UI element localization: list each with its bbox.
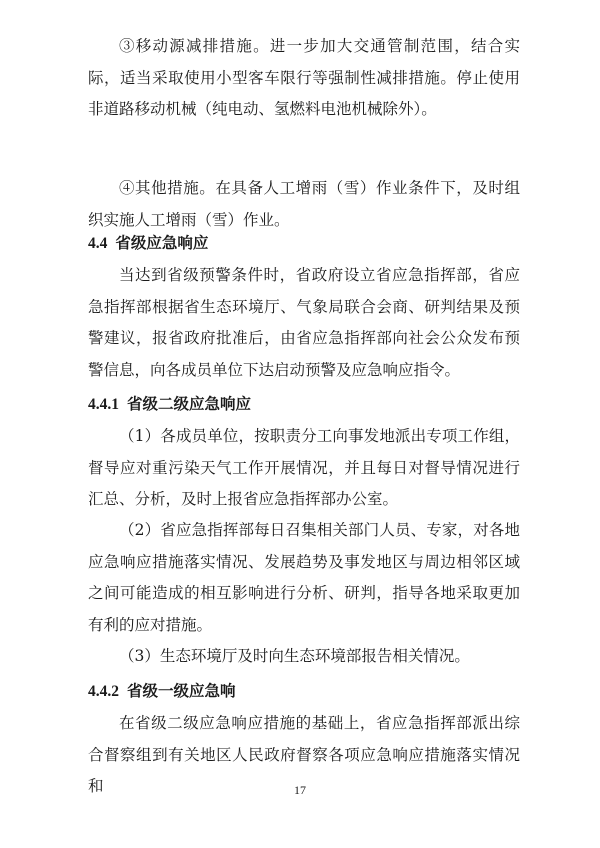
heading-4-4 — [88, 230, 520, 257]
paragraph-provincial-warning: 当达到省级预警条件时，省政府设立省应急指挥部，省应急指挥部根据省生态环境厅、气象局联合会商、研判结果及预警建议，报省政府批准后，由省应急指挥部向社会公众发布预警信息，向各成员单位下达启动预警及应急响应指令。 — [88, 266, 520, 379]
heading-number: 4.4 — [88, 235, 108, 252]
heading-title: 省级应急响应 — [115, 233, 209, 252]
paragraph-other-measures: ④其他措施。在具备人工增雨（雪）作业条件下，及时组织实施人工增雨（雪）作业。 — [88, 179, 520, 229]
heading-title: 省级二级应急响应 — [127, 394, 252, 413]
paragraph-item-2: （2）省应急指挥部每日召集相关部门人员、专家，对各地应急响应措施落实情况、发展趋势及事发地区与周边相邻区域之间可能造成的相互影响进行分析、研判，指导各地采取更加有利的应对措施。 — [88, 521, 520, 634]
paragraph-item-3: （3）生态环境厅及时向生态环境部报告相关情况。 — [119, 647, 470, 665]
heading-number: 4.4.2 — [88, 683, 119, 700]
paragraph-mobile-source-measures: ③移动源减排措施。进一步加大交通管制范围，结合实际，适当采取使用小型客车限行等强制性减排措施。停止使用非道路移动机械（纯电动、氢燃料电池机械除外）。 — [88, 37, 520, 119]
heading-4-4-1 — [88, 391, 520, 418]
paragraph-item-1: （1）各成员单位，按职责分工向事发地派出专项工作组，督导应对重污染天气工作开展情况，并且每日对督导情况进行汇总、分析，及时上报省应急指挥部办公室。 — [88, 427, 520, 509]
heading-number: 4.4.1 — [88, 396, 119, 413]
paragraph-level-one-response: 在省级二级应急响应措施的基础上，省应急指挥部派出综合督察组到有关地区人民政府督察各项应急响应措施落实情况和 — [88, 714, 520, 796]
page-number: 17 — [294, 783, 306, 797]
heading-title: 省级一级应急响 — [127, 681, 236, 700]
heading-4-4-2 — [88, 678, 520, 705]
